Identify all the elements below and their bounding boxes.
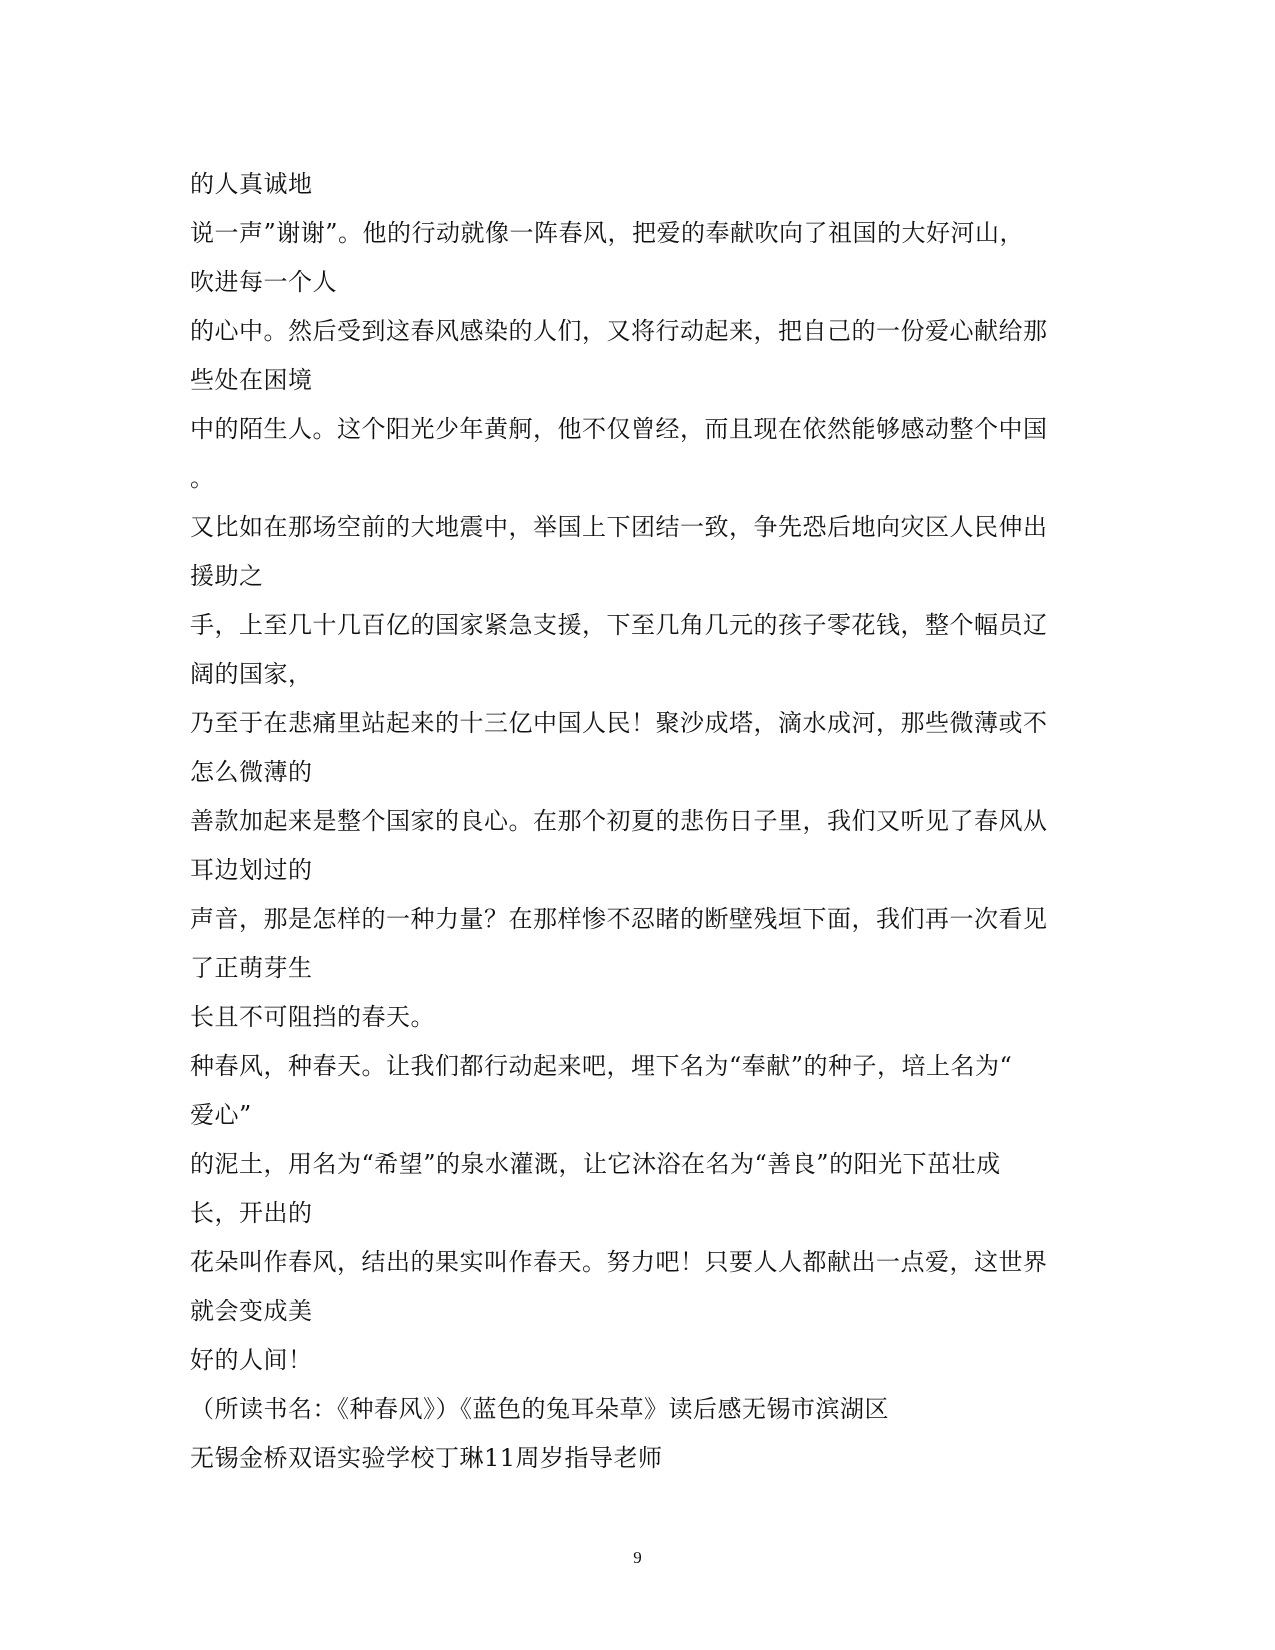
text-line: 吹进每一个人: [190, 268, 337, 296]
text-line: 的心中。然后受到这春风感染的人们，又将行动起来，把自己的一份爱心献给那: [190, 317, 1048, 345]
body-text: [190, 160, 1070, 1483]
text-line: 说一声”谢谢”。他的行动就像一阵春风，把爱的奉献吹向了祖国的大好河山，: [190, 219, 1025, 247]
text-line: 无锡金桥双语实验学校丁琳11周岁指导老师: [190, 1444, 663, 1472]
text-line: 的泥土，用名为“希望”的泉水灌溉，让它沐浴在名为“善良”的阳光下茁壮成: [190, 1150, 1001, 1178]
text-line: 声音，那是怎样的一种力量？在那样惨不忍睹的断壁残垣下面，我们再一次看见: [190, 905, 1048, 933]
text-line: 爱心”: [190, 1101, 252, 1129]
text-line: （所读书名：《种春风》）《蓝色的兔耳朵草》读后感无锡市滨湖区: [190, 1395, 889, 1423]
text-line: 乃至于在悲痛里站起来的十三亿中国人民！聚沙成塔，滴水成河，那些微薄或不: [190, 709, 1048, 737]
text-line: 长，开出的: [190, 1199, 313, 1227]
text-line: 的人真诚地: [190, 170, 313, 198]
text-line: 好的人间！: [190, 1346, 313, 1374]
text-line: 长且不可阻挡的春天。: [190, 1003, 435, 1031]
text-line: 中的陌生人。这个阳光少年黄舸，他不仅曾经，而且现在依然能够感动整个中国: [190, 415, 1048, 443]
text-line: 些处在困境: [190, 366, 313, 394]
text-line: 怎么微薄的: [190, 758, 313, 786]
text-line: 了正萌芽生: [190, 954, 313, 982]
text-line: 援助之: [190, 562, 264, 590]
text-line: 花朵叫作春风，结出的果实叫作春天。努力吧！只要人人都献出一点爱，这世界: [190, 1248, 1048, 1276]
text-line: 又比如在那场空前的大地震中，举国上下团结一致，争先恐后地向灾区人民伸出: [190, 513, 1048, 541]
text-line: 阔的国家，: [190, 660, 313, 688]
text-line: 善款加起来是整个国家的良心。在那个初夏的悲伤日子里，我们又听见了春风从: [190, 807, 1048, 835]
page-number: 9: [633, 1548, 642, 1567]
text-line: 就会变成美: [190, 1297, 313, 1325]
text-line: 种春风，种春天。让我们都行动起来吧，埋下名为“奉献”的种子，培上名为“: [190, 1052, 1013, 1080]
text-line: 耳边划过的: [190, 856, 313, 884]
text-line: 。: [190, 464, 215, 492]
text-line: 手，上至几十几百亿的国家紧急支援，下至几角几元的孩子零花钱，整个幅员辽: [190, 611, 1048, 639]
